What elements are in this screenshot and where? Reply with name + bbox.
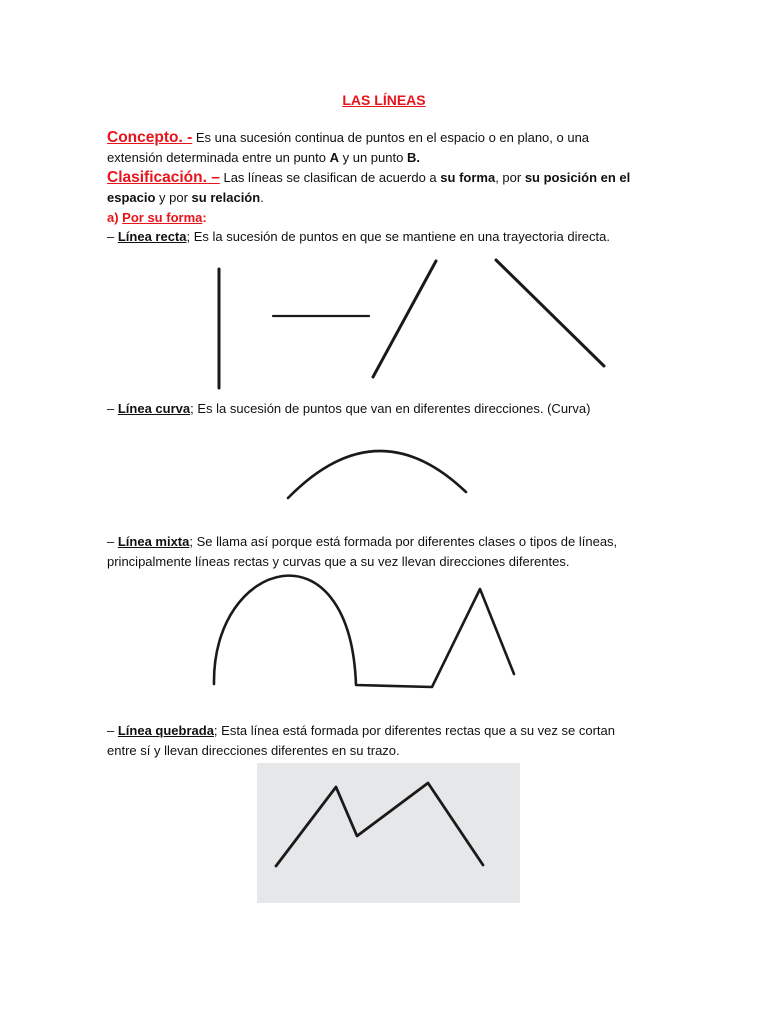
broken-line [276, 783, 483, 866]
concept-text-2: y un punto [339, 149, 407, 165]
section-a-suffix: : [202, 210, 207, 225]
point-b-label: B. [406, 149, 420, 165]
item-term: Línea curva [117, 401, 191, 416]
oblique-straight-line-rising [373, 261, 436, 377]
item-text: ; Se llama así porque está formada por diferentes clases o tipos de líneas, principalmente líneas rectas y curvas que a su vez llevan direcciones diferentes. [107, 534, 618, 569]
concept-text-1: Es una sucesión continua de puntos en el espacio o en plano, o una extensión determinada entre un punto [107, 130, 590, 165]
classification-text-1: Las líneas se clasifican de acuerdo a [219, 170, 441, 185]
point-a-label: A [329, 149, 339, 165]
mixed-line [214, 576, 514, 687]
item-dash: – [107, 229, 118, 244]
classification-text-2: , por [495, 170, 525, 185]
criterion-form: su forma [440, 170, 496, 185]
item-term: Línea quebrada [117, 723, 214, 738]
item-term: Línea mixta [117, 534, 190, 549]
item-text: ; Es la sucesión de puntos que van en diferentes direcciones. (Curva) [190, 401, 591, 416]
item-text: ; Esta línea está formada por diferentes rectas que a su vez se cortan entre sí y llevan direcciones diferentes en su trazo. [107, 723, 615, 758]
classification-heading: Clasificación. – [107, 169, 220, 186]
classification-text-4: . [260, 189, 264, 205]
item-dash: – [107, 401, 118, 416]
section-a-label: Por su forma [122, 210, 203, 225]
item-dash: – [107, 723, 118, 738]
item-text: ; Es la sucesión de puntos en que se mantiene en una trayectoria directa. [186, 229, 610, 244]
oblique-straight-line-falling [496, 260, 604, 366]
item-term: Línea recta [117, 229, 187, 244]
criterion-position: su posición en el espacio [107, 170, 631, 205]
page-title: LAS LÍNEAS [342, 92, 426, 108]
section-a-prefix: a) [107, 210, 123, 225]
criterion-relation: su relación [191, 189, 261, 205]
curved-line [288, 451, 466, 498]
item-dash: – [107, 534, 118, 549]
concept-heading: Concepto. - [107, 129, 193, 146]
classification-text-3: y por [155, 189, 192, 205]
